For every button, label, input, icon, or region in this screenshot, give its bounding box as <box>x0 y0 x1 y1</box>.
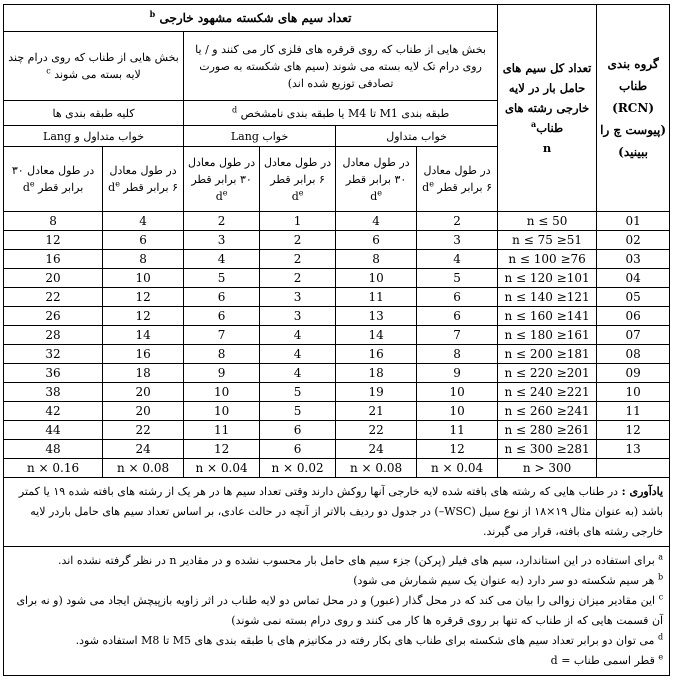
value-cell: 4 <box>260 364 336 383</box>
footnote-mark: e <box>658 652 664 662</box>
value-cell: 2 <box>260 250 336 269</box>
value-cell: 20 <box>4 269 103 288</box>
value-cell: 16 <box>103 345 184 364</box>
value-cell: 18 <box>336 364 417 383</box>
rcn-cell: 03 <box>597 250 670 269</box>
value-cell: 7 <box>184 326 260 345</box>
len-sup: e <box>377 187 382 197</box>
value-cell: 12 <box>103 307 184 326</box>
value-cell: 6 <box>184 307 260 326</box>
value-cell: 38 <box>4 383 103 402</box>
multi-layer-desc-text: بخش هایی از طناب که روی درام چند لایه بسته می شوند <box>8 51 179 81</box>
rcn-cell: 01 <box>597 212 670 231</box>
footnote-mark: c <box>658 592 664 602</box>
total-wires-label: تعداد کل سیم های حامل بار در لایه خارجی رشته های طناب <box>502 61 592 135</box>
value-cell: 20 <box>103 383 184 402</box>
rcn-group-header <box>597 5 670 212</box>
multi-layer-desc-sup: c <box>46 66 51 76</box>
value-cell: 10 <box>417 402 498 421</box>
footnote <box>10 631 663 651</box>
table-row <box>4 231 670 250</box>
value-cell: 0.08 × n <box>336 459 417 478</box>
len-30d-label: در طول معادل ۳۰ برابر قطر d <box>11 164 95 194</box>
value-cell: 0.04 × n <box>417 459 498 478</box>
value-cell: 24 <box>103 440 184 459</box>
value-cell: 10 <box>336 269 417 288</box>
rcn-cell: 12 <box>597 421 670 440</box>
value-cell: 13 <box>336 307 417 326</box>
value-cell: 3 <box>260 307 336 326</box>
value-cell: 42 <box>4 402 103 421</box>
value-cell: 2 <box>260 231 336 250</box>
value-cell: 6 <box>103 231 184 250</box>
document <box>3 4 669 676</box>
value-cell: 6 <box>260 421 336 440</box>
value-cell: 8 <box>103 250 184 269</box>
table-row <box>4 345 670 364</box>
value-cell: 8 <box>184 345 260 364</box>
value-cell: 2 <box>260 269 336 288</box>
rcn-cell: 08 <box>597 345 670 364</box>
n-cell: n ≤ 50 <box>498 212 597 231</box>
len-header-c3 <box>260 147 336 212</box>
n-cell: 121≤ n ≤ 140 <box>498 288 597 307</box>
n-cell: 201≤ n ≤ 220 <box>498 364 597 383</box>
len-6d-label: در طول معادل ۶ برابر قطر d <box>264 155 332 203</box>
len-header-c1 <box>417 147 498 212</box>
len-30d-label: در طول معادل ۳۰ برابر قطر d <box>342 155 410 203</box>
value-cell: 6 <box>184 288 260 307</box>
value-cell: 4 <box>260 345 336 364</box>
value-cell: 0.16 × n <box>4 459 103 478</box>
rcn-cell: 02 <box>597 231 670 250</box>
regular-lay-header: خواب متداول <box>336 126 498 147</box>
value-cell: 11 <box>336 288 417 307</box>
footnote <box>10 651 663 671</box>
value-cell: 12 <box>184 440 260 459</box>
footnotes-row <box>4 547 670 676</box>
value-cell: 14 <box>103 326 184 345</box>
total-wires-n: n <box>542 141 552 155</box>
total-wires-header <box>498 5 597 212</box>
table-row <box>4 459 670 478</box>
value-cell: 2 <box>417 212 498 231</box>
len-30d-label: در طول معادل ۳۰ برابر قطر d <box>188 155 256 203</box>
n-cell: 261≤ n ≤ 280 <box>498 421 597 440</box>
value-cell: 8 <box>4 212 103 231</box>
table-row <box>4 440 670 459</box>
rcn-cell: 10 <box>597 383 670 402</box>
value-cell: 5 <box>417 269 498 288</box>
footnote <box>10 551 663 571</box>
header-row-1 <box>4 5 670 32</box>
value-cell: 4 <box>184 250 260 269</box>
table-row <box>4 402 670 421</box>
n-cell: 101≤ n ≤ 120 <box>498 269 597 288</box>
value-cell: 4 <box>336 212 417 231</box>
value-cell: 22 <box>336 421 417 440</box>
value-cell: 3 <box>260 288 336 307</box>
value-cell: 28 <box>4 326 103 345</box>
table-row <box>4 212 670 231</box>
value-cell: 12 <box>417 440 498 459</box>
n-cell: 161≤ n ≤ 180 <box>498 326 597 345</box>
value-cell: 8 <box>417 345 498 364</box>
value-cell: 10 <box>103 269 184 288</box>
class-m1-m4 <box>184 101 498 126</box>
value-cell: 3 <box>184 231 260 250</box>
note-text: در طناب هایی که رشته های بافته شده لایه خارجی آنها روکش دارند وقتی تعداد سیم ها در هر یک از رشته های بافته شده ۱۹ یا کمتر باشد (به عنوان مثال ۱۹×۱۸ از نوع سیل (WSC–) در جدول دو ردیف بالاتر از آنچه در حالت عادی، بر اساس تعداد سیم های حامل باردر لایه خارجی رشته های بافته، قرار می گیرند. <box>18 485 664 538</box>
value-cell: 4 <box>417 250 498 269</box>
footnote-text: می توان دو برابر تعداد سیم های شکسته برای طناب های بکار رفته در مکانیزم های با طبقه بندی های M5 تا M8 استفاده شود. <box>75 634 655 647</box>
rcn-cell: 13 <box>597 440 670 459</box>
value-cell: 4 <box>260 326 336 345</box>
value-cell: 9 <box>184 364 260 383</box>
total-wires-sup: a <box>531 119 537 130</box>
value-cell: 14 <box>336 326 417 345</box>
value-cell: 6 <box>336 231 417 250</box>
rcn-cell: 05 <box>597 288 670 307</box>
broken-wires-table <box>3 4 670 676</box>
value-cell: 44 <box>4 421 103 440</box>
value-cell: 0.02 × n <box>260 459 336 478</box>
len-header-c5 <box>103 147 184 212</box>
value-cell: 16 <box>4 250 103 269</box>
n-cell: n > 300 <box>498 459 597 478</box>
table-row <box>4 307 670 326</box>
value-cell: 20 <box>103 402 184 421</box>
rcn-group-label: گروه بندی طناب (RCN) (پیوست چ را ببینید) <box>600 57 667 159</box>
footnote-text: این مقادیر میزان زوالی را بیان می کند که در محل گذار (عبور) و در محل تماس دو لایه طناب در اثر زاویه بازپیچش ایجاد می شود (و نه برای آن قسمت هایی که از طناب که تنها بر روی قرقره ها کار می کنند و روی درام بسته نمی شوند) <box>16 594 664 627</box>
value-cell: 0.04 × n <box>184 459 260 478</box>
footnote <box>10 571 663 591</box>
rcn-cell: 11 <box>597 402 670 421</box>
value-cell: 4 <box>103 212 184 231</box>
value-cell: 6 <box>260 440 336 459</box>
n-cell: 76≤ n ≤ 100 <box>498 250 597 269</box>
value-cell: 12 <box>103 288 184 307</box>
value-cell: 24 <box>336 440 417 459</box>
note-label: یادآوری : <box>621 485 664 498</box>
value-cell: 11 <box>184 421 260 440</box>
footnote <box>10 591 663 631</box>
value-cell: 12 <box>4 231 103 250</box>
footnotes-cell <box>4 547 670 676</box>
value-cell: 22 <box>103 421 184 440</box>
regular-and-lang-header: خواب متداول و Lang <box>4 126 184 147</box>
value-cell: 18 <box>103 364 184 383</box>
lang-lay-header: خواب Lang <box>184 126 336 147</box>
value-cell: 22 <box>4 288 103 307</box>
value-cell: 10 <box>417 383 498 402</box>
table-row <box>4 421 670 440</box>
len-6d-label: در طول معادل ۶ برابر قطر d <box>108 164 179 194</box>
len-sup: e <box>222 187 228 197</box>
value-cell: 8 <box>336 250 417 269</box>
multi-layer-desc <box>4 32 184 101</box>
value-cell: 10 <box>184 402 260 421</box>
table-row <box>4 250 670 269</box>
value-cell: 3 <box>417 231 498 250</box>
len-sup: e <box>29 179 35 189</box>
value-cell: 48 <box>4 440 103 459</box>
value-cell: 16 <box>336 345 417 364</box>
value-cell: 5 <box>260 402 336 421</box>
value-cell: 36 <box>4 364 103 383</box>
table-row <box>4 269 670 288</box>
note-cell <box>4 478 670 547</box>
value-cell: 19 <box>336 383 417 402</box>
footnote-mark: d <box>657 632 664 642</box>
footnote-mark: b <box>657 572 664 582</box>
len-sup: e <box>115 179 120 189</box>
value-cell: 7 <box>417 326 498 345</box>
single-layer-desc: بخش هایی از طناب که روی قرقره های فلزی کار می کنند و / یا روی درام تک لایه بسته می شوند (سیم های شکسته به صورت تصادفی توزیع شده اند) <box>184 32 498 101</box>
rcn-cell: 09 <box>597 364 670 383</box>
rcn-cell: 04 <box>597 269 670 288</box>
n-cell: 281≤ n ≤ 300 <box>498 440 597 459</box>
n-cell: 51≤ n ≤ 75 <box>498 231 597 250</box>
n-cell: 221≤ n ≤ 240 <box>498 383 597 402</box>
rcn-cell <box>597 459 670 478</box>
n-cell: 181≤ n ≤ 200 <box>498 345 597 364</box>
main-title-sup: b <box>149 8 156 19</box>
footnote-mark: a <box>658 552 664 562</box>
class-all: کلیه طبقه بندی ها <box>4 101 184 126</box>
rcn-cell: 07 <box>597 326 670 345</box>
value-cell: 10 <box>184 383 260 402</box>
table-row <box>4 326 670 345</box>
n-cell: 141≤ n ≤ 160 <box>498 307 597 326</box>
len-header-c2 <box>336 147 417 212</box>
table-row <box>4 288 670 307</box>
footnote-text: برای استفاده در این استاندارد، سیم های فیلر (پرکن) جزء سیم های حامل بار محسوب نشده و در مقادیر n در نظر گرفته نشده اند. <box>57 554 655 567</box>
len-sup: e <box>429 179 434 189</box>
len-sup: e <box>298 187 304 197</box>
footnote-text: هر سیم شکسته دو سر دارد (به عنوان یک سیم شمارش می شود) <box>353 574 655 587</box>
value-cell: 21 <box>336 402 417 421</box>
value-cell: 6 <box>417 288 498 307</box>
rcn-cell: 06 <box>597 307 670 326</box>
table-row <box>4 364 670 383</box>
value-cell: 2 <box>184 212 260 231</box>
value-cell: 5 <box>184 269 260 288</box>
value-cell: 32 <box>4 345 103 364</box>
value-cell: 6 <box>417 307 498 326</box>
main-title <box>4 5 498 32</box>
value-cell: 5 <box>260 383 336 402</box>
value-cell: 0.08 × n <box>103 459 184 478</box>
value-cell: 1 <box>260 212 336 231</box>
value-cell: 26 <box>4 307 103 326</box>
footnote-text: قطر اسمی طناب = d <box>550 654 655 667</box>
value-cell: 11 <box>417 421 498 440</box>
len-header-c6 <box>4 147 103 212</box>
table-row <box>4 383 670 402</box>
note-row <box>4 478 670 547</box>
main-title-text: تعداد سیم های شکسته مشهود خارجی <box>159 10 352 25</box>
n-cell: 241≤ n ≤ 260 <box>498 402 597 421</box>
value-cell: 9 <box>417 364 498 383</box>
len-header-c4 <box>184 147 260 212</box>
class-m1-m4-text: طبقه بندی M1 تا M4 یا طبقه بندی نامشخص <box>240 106 450 120</box>
len-6d-label: در طول معادل ۶ برابر قطر d <box>422 164 493 194</box>
class-m1-m4-sup: d <box>231 104 238 114</box>
